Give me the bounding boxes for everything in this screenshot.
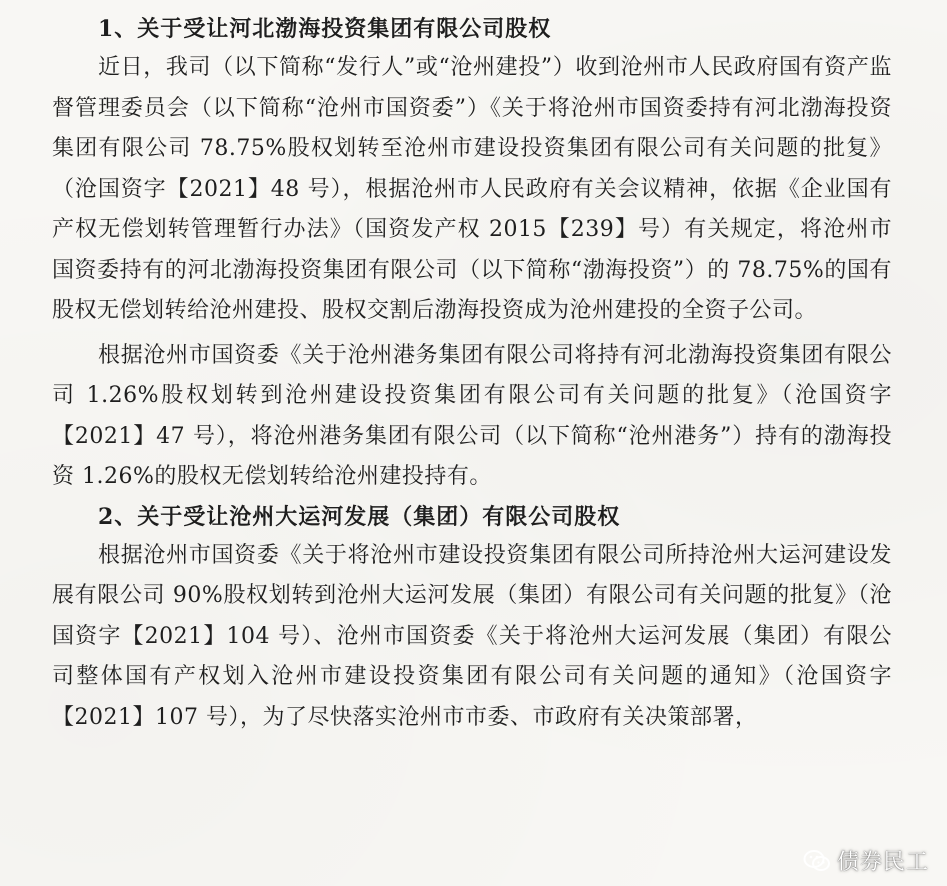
section-1-heading: 1、关于受让河北渤海投资集团有限公司股权 (98, 16, 552, 42)
section-1-paragraph-1: 近日，我司（以下简称“发行人”或“沧州建投”）收到沧州市人民政府国有资产监督管理委员会（以下简称“沧州市国资委”）《关于将沧州市国资委持有河北渤海投资集团有限公司 78.75%股权划转至沧州市建设投资集团有限公司有关问题的批复》（沧国资字【2021】48 号），根据沧州市人民政府有关会议精神，依据《企业国有产权无偿划转管理暂行办法》（国资发产权 2015【239】号）有关规定，将沧州市国资委持有的河北渤海投资集团有限公司（以下简称“渤海投资”）的 78.75%的国有股权无偿划转给沧州建投、股权交割后渤海投资成为沧州建投的全资子公司。 (52, 55, 892, 323)
document-body (52, 10, 892, 738)
section-2-paragraph-1: 根据沧州市国资委《关于将沧州市建设投资集团有限公司所持沧州大运河建设发展有限公司 90%股权划转到沧州大运河发展（集团）有限公司有关问题的批复》（沧国资字【2021】104 号）、沧州市国资委《关于将沧州大运河发展（集团）有限公司整体国有产权划入沧州市建设投资集团有限公司有关问题的通知》（沧国资字【2021】107 号），为了尽快落实沧州市市委、市政府有关决策部署， (52, 542, 892, 730)
watermark-text: 债券民工 (836, 850, 929, 875)
watermark (803, 845, 929, 876)
wechat-icon (803, 849, 831, 873)
section-2-heading: 2、关于受让沧州大运河发展（集团）有限公司股权 (98, 503, 621, 530)
section-1-paragraph-2: 根据沧州市国资委《关于沧州港务集团有限公司将持有河北渤海投资集团有限公司 1.26%股权划转到沧州建设投资集团有限公司有关问题的批复》（沧国资字【2021】47 号），将沧州港务集团有限公司（以下简称“沧州港务”）持有的渤海投资 1.26%的股权无偿划转给沧州建投持有。 (52, 342, 892, 489)
